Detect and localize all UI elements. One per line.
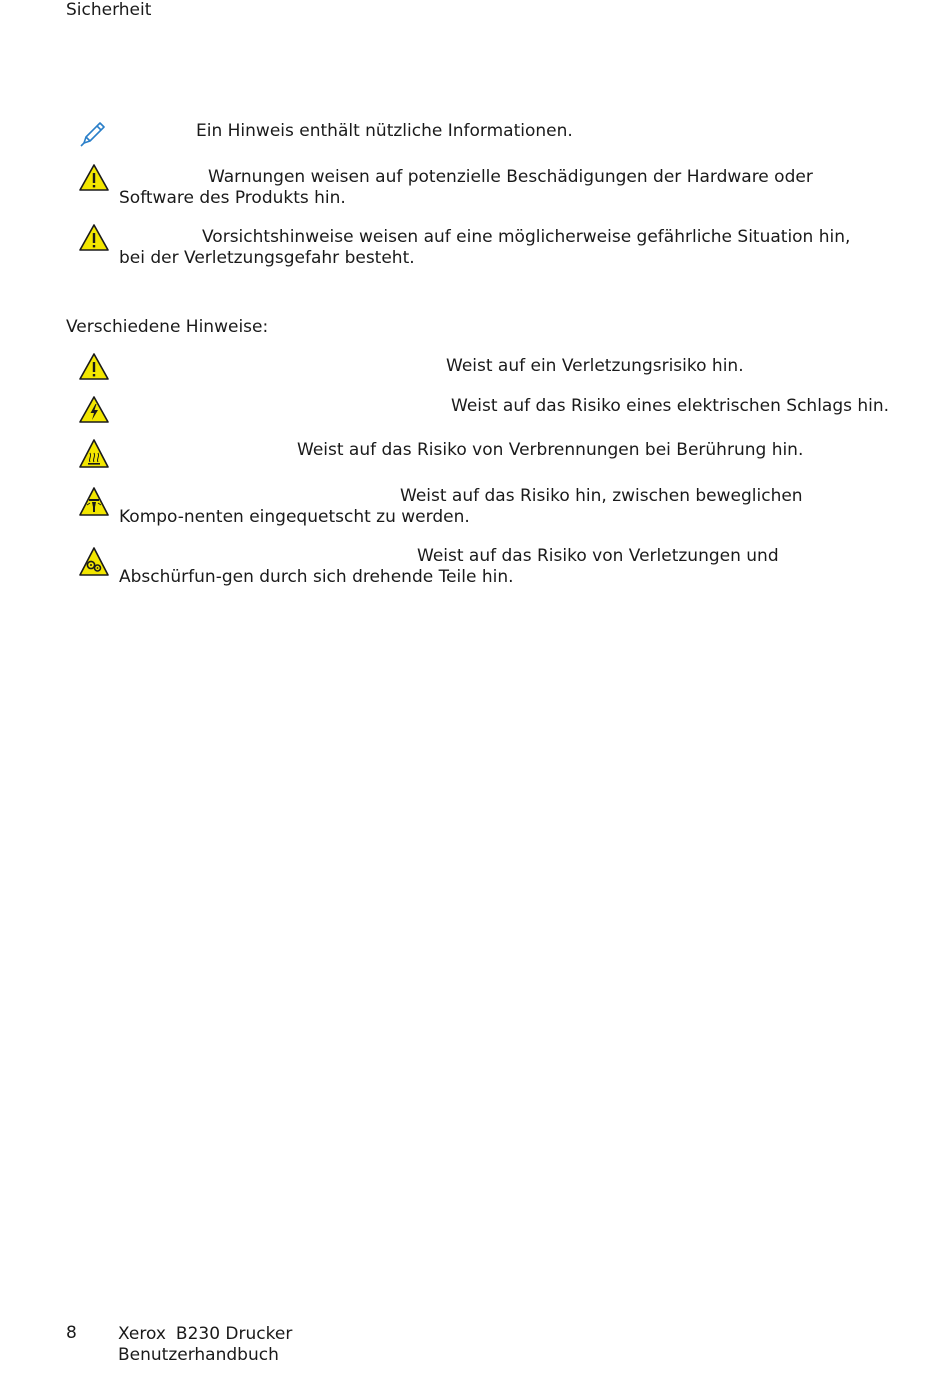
- notice-note-text: Ein Hinweis enthält nützliche Informationen.: [196, 121, 573, 141]
- rotating-parts-icon: [78, 546, 110, 576]
- footer-product: B230 Drucker: [175, 1324, 293, 1344]
- warning-triangle-icon: [78, 163, 110, 193]
- notice-caution-text: Vorsichtshinweise weisen auf eine möglicherweise gefährliche Situation hin, bei der Verletzungsgefahr besteht.: [119, 227, 851, 268]
- footer-document-title: [118, 1324, 292, 1366]
- various-item-shock-text: Weist auf das Risiko eines elektrischen Schlags hin.: [451, 396, 890, 416]
- running-header: Sicherheit: [66, 0, 152, 20]
- caution-triangle-icon: [78, 223, 110, 253]
- pinch-point-icon: [78, 486, 110, 516]
- footer-doc-title: Benutzerhandbuch: [118, 1345, 279, 1365]
- notice-warning-text: Warnungen weisen auf potenzielle Beschädigungen der Hardware oder Software des Produkts hin.: [119, 167, 813, 208]
- various-item-injury-text: Weist auf ein Verletzungsrisiko hin.: [446, 356, 744, 376]
- various-item-pinch-text: Weist auf das Risiko hin, zwischen beweglichen Kompo-nenten eingequetscht zu werden.: [119, 486, 803, 527]
- pencil-note-icon: [78, 118, 110, 148]
- footer-brand: Xerox: [118, 1324, 166, 1344]
- various-item-rotating-text: Weist auf das Risiko von Verletzungen und Abschürfun-gen durch sich drehende Teile hin.: [119, 546, 779, 587]
- section-title: Verschiedene Hinweise:: [66, 317, 269, 337]
- various-item-burn-text: Weist auf das Risiko von Verbrennungen bei Berührung hin.: [297, 440, 804, 460]
- electric-shock-icon: [78, 395, 110, 425]
- hot-surface-icon: [78, 438, 110, 468]
- page-number: 8: [66, 1323, 77, 1343]
- injury-risk-icon: [78, 352, 110, 382]
